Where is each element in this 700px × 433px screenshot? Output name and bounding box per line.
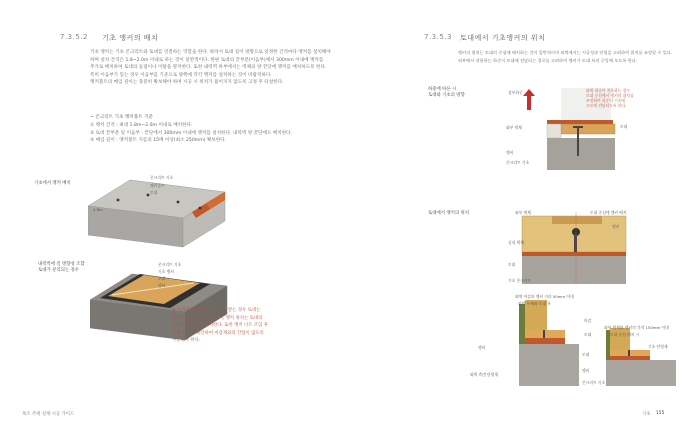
caption-line: 내력벽에 걸 방향성 조합 xyxy=(38,262,85,267)
body-line: 앵커의 위치는 토대의 중심에 배치하는 것이 일반적이며 외벽에서는 시공성과 단열을 고려하여 위치를 조정할 수 있다. xyxy=(458,50,673,55)
caption-line: 토대가 분리되는 경우 xyxy=(38,268,79,273)
fig5-label: 외벽 마감과 앵커 거리 50mm 이내 xyxy=(515,294,574,299)
fig6-label: 앵커 xyxy=(582,368,590,373)
fig1-label: 토대 xyxy=(150,190,158,195)
fig6-label: 토대 중심 배치 시 xyxy=(610,332,640,337)
note-text xyxy=(172,307,292,345)
fig2-label: 기초 앵커 xyxy=(158,269,174,274)
fig4-label: 실내 벽체 xyxy=(508,240,524,245)
fig3-label: 토대 xyxy=(620,124,628,129)
fig3-label: 앵커 xyxy=(506,150,514,155)
note-line: 시공해야 한다. xyxy=(172,338,201,344)
caption-line: 토대와 기초의 방향 xyxy=(428,93,465,98)
body-line: 외부에서 작용하는 하중이 토대에 전달되는 경로를 고려하여 앵커가 토대 폭의 중앙에 오도록 한다. xyxy=(458,57,638,63)
fig4-label: 외부 벽체 xyxy=(515,210,531,215)
page-number: 155 xyxy=(656,411,665,416)
note-line: ※ 수직하중과 횡력을 동시에 받는 경우 토대는 xyxy=(172,308,261,313)
fig5-label: 마감 xyxy=(584,318,592,323)
note-line: 앵커와 함께 작동해야 하며, 앵커 위치는 토대의 xyxy=(172,315,263,321)
fig6-label: 콘크리트 기초 xyxy=(582,380,606,385)
figure-caption xyxy=(428,87,465,99)
note-line: 중심선에 맞추어 배치한다. 또한 앵커 너트 조임 후 xyxy=(172,323,268,329)
footer-left: 목조 주택 설계·시공 가이드 xyxy=(22,412,75,417)
fig4-label: 토대 중심에 앵커 배치 xyxy=(590,210,627,215)
fig2-label: 앵커 xyxy=(158,283,166,288)
list-item: ② 토대 끝부분 및 이음부 : 끝단에서 300mm 이내에 앵커를 설치한다. 내력벽 양 끝단에도 배치한다. xyxy=(90,130,293,136)
section-number: 7.3.5.3 xyxy=(424,33,452,41)
note-line: 돌출 길이를 확인하여 마감재와의 간섭이 없도록 xyxy=(172,330,264,336)
fig6-label: 토대 xyxy=(582,352,590,357)
fig6-label: 기초 단열재 xyxy=(648,344,668,349)
body-line: 앵커볼트의 매입 깊이는 충분히 확보해야 하며 시공 시 위치가 틀어지지 않도록 고정 후 타설한다. xyxy=(90,80,284,86)
figure-caption: 기초에서 앵커 배치 xyxy=(34,181,71,186)
fig6-label: 외부 벽체와 앵커의 간격 150mm 이내 xyxy=(604,325,669,330)
note-line: 고르게 전달되도록 한다. xyxy=(586,103,627,108)
fig4-label: 토대 xyxy=(508,262,516,267)
body-line: 추가로 배치하여 토대의 들림이나 이탈을 방지한다. 또한 내력벽 하부에서는 벽체의 양 끝단에 앵커를 배치하도록 한다. xyxy=(90,65,327,71)
fig5-label: 토대 xyxy=(584,332,592,337)
fig5-label: 외벽 두께와 토대 폭 xyxy=(518,301,551,306)
fig3-note xyxy=(586,88,634,108)
section-number: 7.3.5.2 xyxy=(60,33,88,41)
fig2-label: 토대 xyxy=(158,276,166,281)
note-line: 외벽 하중이 작용하는 경우 xyxy=(586,88,630,93)
figure-caption xyxy=(38,262,85,274)
fig5-label: 앵커 xyxy=(478,345,486,350)
fig1-label: 1.8m xyxy=(93,207,103,212)
footer-right: 기초 xyxy=(642,412,651,417)
list-item: ① 앵커 간격 : 최대 1.8m~2.0m 이내로 배치한다. xyxy=(90,123,193,128)
section-title: 기초 앵커의 배치 xyxy=(102,34,159,42)
note-line: 조정하여 하중이 기초에 xyxy=(586,98,626,103)
foundation-anchor-figure xyxy=(88,170,228,250)
caption-line: 하중에 따른 시 xyxy=(428,87,457,92)
fig2-label: 콘크리트 기초 xyxy=(158,262,182,267)
body-line: 하며 설치 간격은 1.8~2.0m 이내로 하는 것이 일반적이다. 한편 토대의 끝부분(이음부)에서 300mm 이내에 앵커를 xyxy=(90,57,324,63)
fig1-label: 앵커볼트 xyxy=(150,183,165,188)
section-title: 토대에서 기초앵커의 위치 xyxy=(460,34,546,42)
fig4-label: 기초 콘크리트 xyxy=(508,278,532,283)
body-line: 기초 앵커는 기초 콘크리트와 토대를 연결하는 역할을 한다. 따라서 토대 길이 방향으로 일정한 간격마다 앵커를 설치해야 xyxy=(90,50,331,55)
figure-caption: 토대에서 앵커의 위치 xyxy=(428,211,469,216)
list-subhead: ~ 콘크리트 기초 앵커볼트 기준 xyxy=(90,115,153,120)
list xyxy=(90,122,360,145)
fig1-label: 콘크리트 기초 xyxy=(150,175,174,180)
fig3-label: 상부하중 xyxy=(508,90,523,95)
body-text xyxy=(90,49,360,87)
body-line: 특히 이음부가 있는 경우 이음부를 기준으로 양쪽에 각각 앵커를 설치하는 것이 바람직하다. xyxy=(90,72,272,78)
note-line: 토대 중심에서 앵커의 위치를 xyxy=(586,93,634,98)
body-text xyxy=(458,49,678,64)
list-item: ③ 매입 깊이 : 앵커볼트 지름의 15배 이상(최소 250mm) 확보한다. xyxy=(90,138,227,144)
fig4-label: 앵커 xyxy=(612,224,620,229)
fig3-label: 외부 벽체 xyxy=(506,125,522,130)
fig5-label: 외벽 측면 단열재 xyxy=(470,372,499,377)
exterior-wall-figure-a xyxy=(505,300,583,388)
fig3-label: 콘크리트 기초 xyxy=(506,160,530,165)
